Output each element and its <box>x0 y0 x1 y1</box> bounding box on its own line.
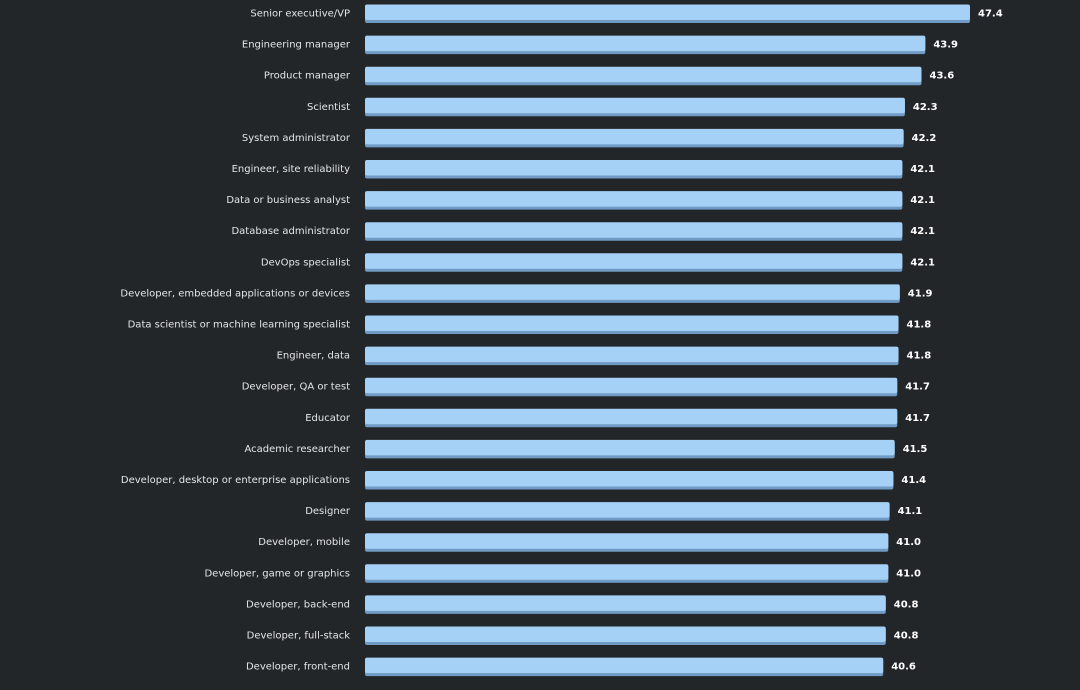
category-label: Scientist <box>307 101 350 113</box>
bar <box>365 595 886 611</box>
bar <box>365 191 902 207</box>
bar <box>365 160 902 176</box>
bar-row <box>305 409 930 428</box>
value-label: 41.4 <box>901 475 927 486</box>
value-label: 43.9 <box>933 39 959 51</box>
bar <box>365 253 902 268</box>
category-label: Engineer, site reliability <box>231 164 350 175</box>
value-label: 42.2 <box>911 132 937 144</box>
category-label: Data or business analyst <box>226 195 350 207</box>
value-label: 41.5 <box>902 443 928 455</box>
value-label: 42.1 <box>910 164 936 175</box>
category-label: Developer, back-end <box>246 599 350 611</box>
category-label: Developer, front-end <box>245 661 350 673</box>
category-label: Developer, mobile <box>258 537 350 549</box>
value-label: 41.0 <box>896 537 921 549</box>
bar <box>365 284 900 300</box>
bar-row <box>277 347 932 366</box>
value-label: 42.1 <box>910 226 936 238</box>
value-label: 41.1 <box>897 506 923 518</box>
category-label: Developer, full-stack <box>246 630 350 642</box>
value-label: 42.1 <box>910 257 936 269</box>
value-label: 42.1 <box>910 195 936 207</box>
category-label: Senior executive/VP <box>250 8 350 20</box>
category-label: Academic researcher <box>244 443 350 455</box>
bar <box>365 564 888 580</box>
bar <box>365 222 902 238</box>
category-label: Developer, desktop or enterprise applications <box>120 475 350 486</box>
bar <box>365 36 925 52</box>
value-label: 40.8 <box>893 630 919 642</box>
category-label: Product manager <box>263 70 350 82</box>
value-label: 41.8 <box>906 319 932 331</box>
value-label: 41.0 <box>896 568 921 580</box>
bar <box>365 658 883 674</box>
bar <box>365 409 897 425</box>
value-label: 42.3 <box>912 101 938 113</box>
value-label: 41.7 <box>905 412 930 424</box>
bar <box>365 471 893 487</box>
value-label: 40.6 <box>891 661 916 673</box>
bar <box>365 533 888 549</box>
bar <box>365 440 895 456</box>
bar-row <box>307 98 938 117</box>
bar-row <box>305 502 922 520</box>
value-label: 41.9 <box>907 288 933 300</box>
category-label: Educator <box>305 412 350 424</box>
value-label: 47.4 <box>978 8 1003 20</box>
category-label: Engineering manager <box>241 39 350 51</box>
category-label: DevOps specialist <box>260 257 350 269</box>
bar <box>365 316 899 332</box>
category-label: Database administrator <box>231 226 350 238</box>
category-label: Data scientist or machine learning specialist <box>127 319 350 331</box>
bar <box>365 502 890 517</box>
value-label: 41.8 <box>906 350 932 362</box>
category-label: Engineer, data <box>276 350 350 362</box>
category-label: Designer <box>305 506 350 518</box>
value-label: 40.8 <box>893 599 919 611</box>
bar <box>365 67 921 83</box>
category-label: Developer, embedded applications or devices <box>120 288 350 300</box>
value-label: 41.7 <box>905 381 930 393</box>
category-label: Developer, QA or test <box>241 381 350 393</box>
bar <box>365 5 970 21</box>
category-label: Developer, game or graphics <box>204 568 350 580</box>
bar-row <box>264 67 954 86</box>
bar <box>365 98 905 114</box>
bar <box>365 627 886 643</box>
bar <box>365 129 904 145</box>
category-label: System administrator <box>241 132 350 144</box>
bar <box>365 378 897 394</box>
bar <box>365 347 899 363</box>
value-label: 43.6 <box>929 70 955 82</box>
